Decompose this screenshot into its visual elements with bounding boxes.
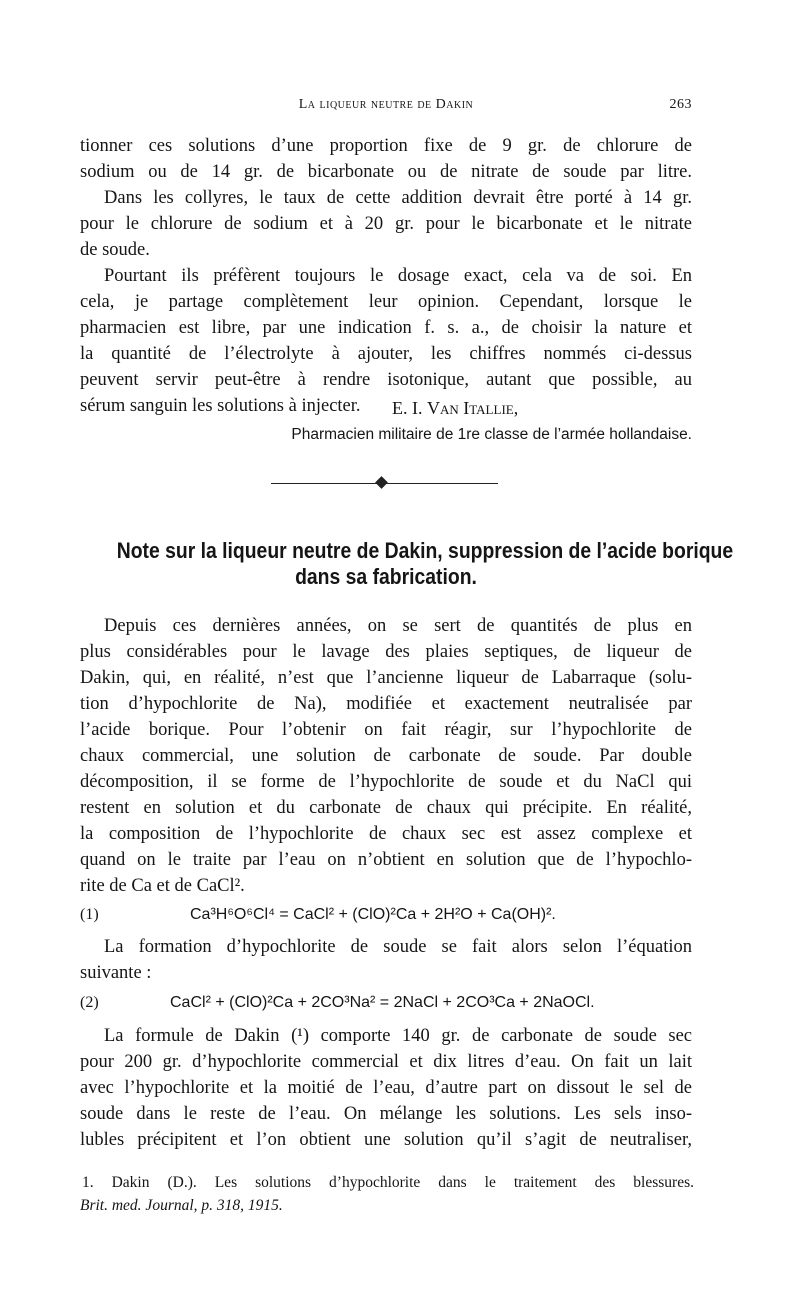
text-line: sodium ou de 14 gr. de bicarbonate ou de nitrate de soude par litre. [80, 162, 692, 182]
text-line: Depuis ces dernières années, on se sert de quantités de plus en [104, 616, 692, 636]
footnote: 1. Dakin (D.). Les solutions d’hypochlorite dans le traitement des blessures. [82, 1174, 694, 1191]
text-line: soude dans le reste de l’eau. On mélange les solutions. Les sels inso- [80, 1104, 692, 1124]
running-head [80, 97, 692, 119]
text-line: suivante : [80, 963, 152, 983]
text-line: chaux commercial, une solution de carbonate de soude. Par double [80, 746, 692, 766]
running-head-title: La liqueur neutre de Dakin [298, 97, 474, 112]
equation-number: (2) [80, 994, 99, 1011]
text-line: pour le chlorure de sodium et à 20 gr. pour le bicarbonate et le nitrate [80, 214, 692, 234]
signature-name [392, 398, 518, 419]
text-line: avec l’hypochlorite et la moitié de l’eau, d’autre part on dissout le sel de [80, 1078, 692, 1098]
page-number: 263 [669, 97, 692, 112]
text-line: la composition de l’hypochlorite de chaux sec est assez complexe et [80, 824, 692, 844]
signature-title: Pharmacien militaire de 1re classe de l’armée hollandaise. [291, 426, 692, 443]
diamond-ornament-icon [375, 476, 388, 489]
section-separator [271, 476, 498, 490]
text-line: l’acide borique. Pour l’obtenir on fait réagir, sur l’hypochlorite de [80, 720, 692, 740]
text-line: la quantité de l’électrolyte à ajouter, les chiffres nommés ci-dessus [80, 344, 692, 364]
signature-surname: Van Itallie, [427, 398, 519, 418]
article-title: Note sur la liqueur neutre de Dakin, suppression de l’acide borique [116, 538, 734, 563]
equation-body: Ca³H⁶O⁶Cl⁴ = CaCl² + (ClO)²Ca + 2H²O + Ca(OH)². [190, 906, 556, 923]
signature-initials: E. I. [392, 398, 423, 418]
text-line: décomposition, il se forme de l’hypochlorite de soude et du NaCl qui [80, 772, 692, 792]
text-line: cela, je partage complètement leur opinion. Cependant, lorsque le [80, 292, 692, 312]
text-line: plus considérables pour le lavage des plaies septiques, de liqueur de [80, 642, 692, 662]
text-line: tion d’hypochlorite de Na), modifiée et exactement neutralisée par [80, 694, 692, 714]
text-line: de soude. [80, 240, 150, 260]
text-line: restent en solution et du carbonate de chaux qui précipite. En réalité, [80, 798, 692, 818]
text-line: lubles précipitent et l’on obtient une solution qu’il s’agit de neutraliser, [80, 1130, 692, 1150]
text-line: Pourtant ils préfèrent toujours le dosage exact, cela va de soi. En [104, 266, 692, 286]
text-line: rite de Ca et de CaCl². [80, 876, 245, 896]
text-line: La formule de Dakin (¹) comporte 140 gr. de carbonate de soude sec [104, 1026, 692, 1046]
equation-body: CaCl² + (ClO)²Ca + 2CO³Na² = 2NaCl + 2CO³Ca + 2NaOCl. [170, 994, 595, 1011]
text-line: Dans les collyres, le taux de cette addition devrait être porté à 14 gr. [104, 188, 692, 208]
text-line: Dakin, qui, en réalité, n’est que l’ancienne liqueur de Labarraque (solu- [80, 668, 692, 688]
footnote-citation: Brit. med. Journal, p. 318, 1915. [80, 1197, 283, 1214]
text-line: pour 200 gr. d’hypochlorite commercial et dix litres d’eau. On fait un lait [80, 1052, 692, 1072]
text-line: La formation d’hypochlorite de soude se fait alors selon l’équation [104, 937, 692, 957]
text-line: sérum sanguin les solutions à injecter. [80, 396, 361, 416]
equation-number: (1) [80, 906, 99, 923]
text-line: pharmacien est libre, par une indication f. s. a., de choisir la nature et [80, 318, 692, 338]
text-line: tionner ces solutions d’une proportion fixe de 9 gr. de chlorure de [80, 136, 692, 156]
text-line: quand on le traite par l’eau on n’obtient en solution que de l’hypochlo- [80, 850, 692, 870]
article-title-line2: dans sa fabrication. [295, 564, 477, 589]
text-line: peuvent servir peut-être à rendre isotonique, autant que possible, au [80, 370, 692, 390]
